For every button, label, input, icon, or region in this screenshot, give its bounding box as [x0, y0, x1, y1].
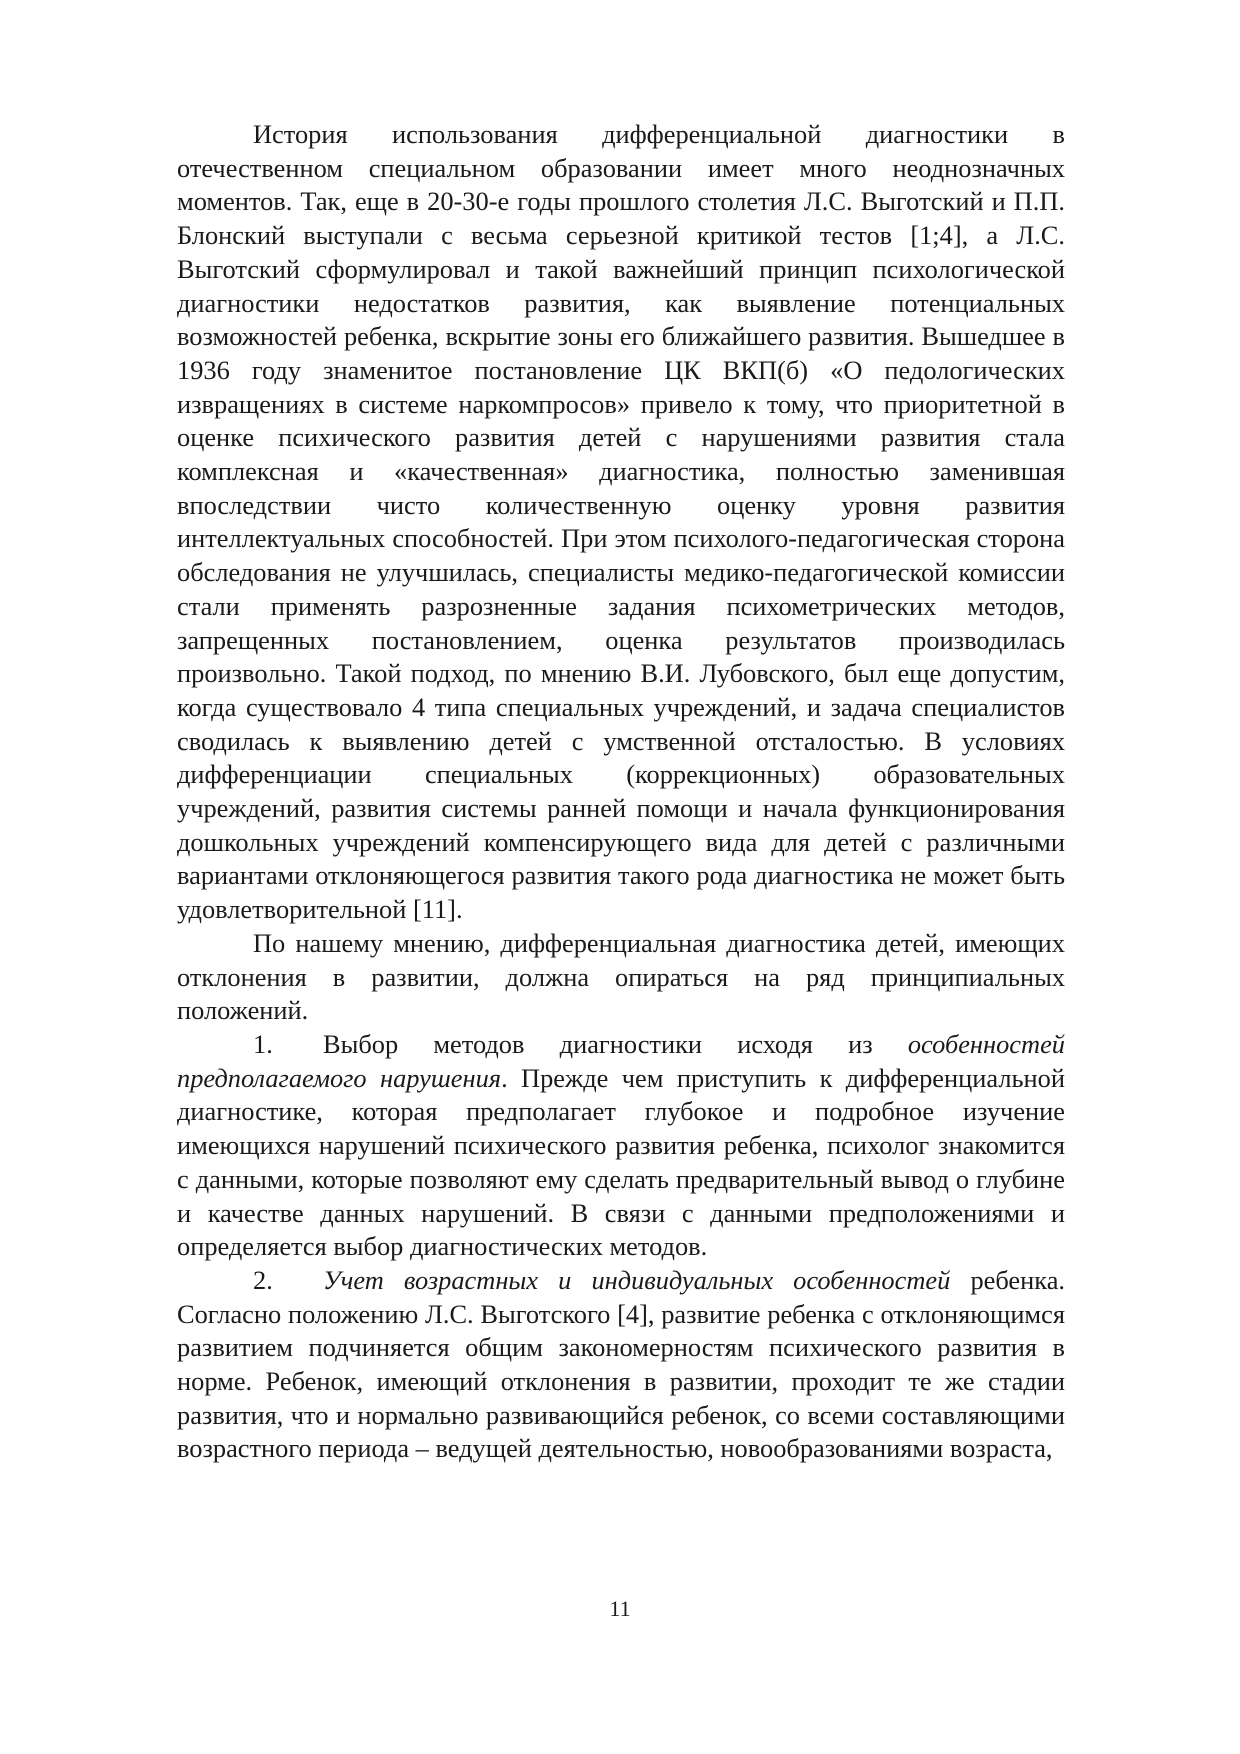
paragraph-principles-intro: По нашему мнению, дифференциальная диагностика детей, имеющих отклонения в развитии, должна опираться на ряд принципиальных положений. [177, 927, 1065, 1026]
list-item-lead: Выбор методов диагностики исходя из [323, 1028, 908, 1059]
list-item-number: 2. [253, 1264, 273, 1295]
list-item-text: ребенка. Согласно положению Л.С. Выготского [4], развитие ребенка с отклоняющимся развитием подчиняется общим закономерностям психического развития в норме. Ребенок, имеющий отклонения в развитии, проходит те же стадии развития, что и нормально развивающийся ребенок, со всеми составляющими возрастного периода – ведущей деятельностью, новообразованиями возраста, [177, 1264, 1065, 1464]
list-item-number: 1. [253, 1028, 273, 1059]
paragraph-history: История использования дифференциальной диагностики в отечественном специальном образовании имеет много неоднозначных моментов. Так, еще в 20-30-е годы прошлого столетия Л.С. Выготский и П.П. Блонский выступали с весьма серьезной критикой тестов [1;4], а Л.С. Выготский сформулировал и такой важнейший принцип психологической диагностики недостатков развития, как выявление потенциальных возможностей ребенка, вскрытие зоны его ближайшего развития. Вышедшее в 1936 году знаменитое постановление ЦК ВКП(б) «О педологических извращениях в системе наркомпросов» привело к тому, что приоритетной в оценке психического развития детей с нарушениями развития стала комплексная и «качественная» диагностика, полностью заменившая впоследствии чисто количественную оценку уровня развития интеллектуальных способностей. При этом психолого-педагогическая сторона обследования не улучшилась, специалисты медико-педагогической комиссии стали применять разрозненные задания психометрических методов, запрещенных постановлением, оценка результатов производилась произвольно. Такой подход, по мнению В.И. Лубовского, был еще допустим, когда существовало 4 типа специальных учреждений, и задача специалистов сводилась к выявлению детей с умственной отсталостью. В условиях дифференциации специальных (коррекционных) образовательных учреждений, развития системы ранней помощи и начала функционирования дошкольных учреждений компенсирующего вида для детей с различными вариантами отклоняющегося развития такого рода диагностика не может быть удовлетворительной [11]. [177, 119, 1065, 925]
list-item-italic-term: Учет возрастных и индивидуальных особенностей [323, 1264, 951, 1295]
document-page [177, 118, 1065, 1466]
list-item-1 [177, 1028, 1065, 1264]
list-item-text: . Прежде чем приступить к дифференциальной диагностике, которая предполагает глубокое и подробное изучение имеющихся нарушений психического развития ребенка, психолог знакомится с данными, которые позволяют ему сделать предварительный вывод о глубине и качестве данных нарушений. В связи с данными предположениями и определяется выбор диагностических методов. [177, 1062, 1065, 1262]
page-number: 11 [609, 1596, 631, 1621]
list-item-italic-term: особенностей предполагаемого нарушения [177, 1028, 1065, 1093]
list-item-2 [177, 1264, 1065, 1466]
